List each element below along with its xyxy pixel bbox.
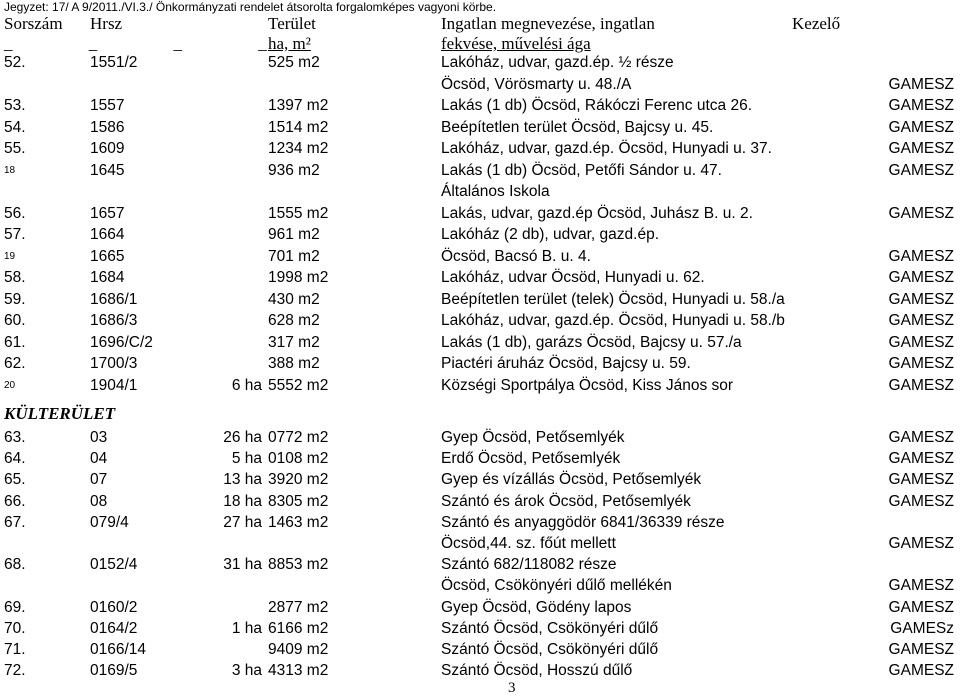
- row-number: 63.: [4, 429, 26, 446]
- section-title: KÜLTERÜLET: [4, 404, 116, 423]
- row-area: 2877 m2: [268, 598, 329, 616]
- col-sorszam: Sorszám: [4, 14, 63, 33]
- table-row: [0, 139, 960, 159]
- row-area: 1234 m2: [268, 140, 329, 157]
- row-hrsz: 1904/1: [90, 376, 138, 394]
- row-description: Lakóház, udvar Öcsöd, Hunyadi u. 62.: [441, 269, 705, 286]
- row-area: 388 m2: [268, 355, 320, 372]
- row-number: 56.: [4, 204, 26, 222]
- row-number: 64.: [4, 450, 26, 468]
- row-hectare: 1 ha: [231, 619, 262, 637]
- table-row: [0, 118, 960, 138]
- row-description: Piactéri áruház Öcsöd, Bajcsy u. 59.: [441, 355, 691, 372]
- row-area: 1397 m2: [268, 97, 329, 114]
- row-hrsz: 03: [90, 429, 108, 446]
- row-kezelo: GAMESZ: [888, 312, 954, 329]
- row-hrsz: 1686/3: [90, 312, 138, 329]
- row-hrsz: 08: [90, 492, 108, 510]
- row-area: 8305 m2: [268, 492, 329, 510]
- row-description: Gyep Öcsöd, Gödény lapos: [441, 598, 632, 616]
- row-kezelo: GAMESZ: [888, 333, 954, 351]
- row-hectare: 27 ha: [223, 513, 262, 531]
- table-row: [0, 470, 960, 490]
- page-number: 3: [508, 680, 516, 696]
- row-kezelo: GAMESZ: [888, 204, 954, 222]
- row-number: 60.: [4, 312, 26, 329]
- row-kezelo: GAMESZ: [888, 471, 954, 489]
- table-row: [0, 75, 960, 95]
- row-area: 1555 m2: [268, 204, 329, 222]
- table-row: [0, 182, 960, 202]
- row-hrsz: 0152/4: [90, 556, 138, 574]
- col-kezelo: Kezelő: [792, 14, 841, 33]
- row-description: Öcsöd, Csökönyéri dűlő mellékén: [441, 577, 672, 595]
- row-kezelo: GAMESZ: [888, 355, 954, 372]
- row-hrsz: 0166/14: [90, 641, 147, 658]
- row-area: 8853 m2: [268, 556, 329, 574]
- row-description: Szántó Öcsöd, Hosszú dűlő: [441, 662, 633, 680]
- table-row: [0, 247, 960, 267]
- row-number: 57.: [4, 226, 26, 243]
- row-description: Erdő Öcsöd, Petősemlyék: [441, 450, 621, 468]
- row-kezelo: GAMESZ: [888, 641, 954, 658]
- row-hrsz: 079/4: [90, 513, 129, 531]
- row-kezelo: GAMESZ: [888, 269, 954, 286]
- row-description: Beépítetlen terület Öcsöd, Bajcsy u. 45.: [441, 118, 714, 136]
- row-hectare: 3 ha: [231, 662, 262, 680]
- row-number: 66.: [4, 492, 26, 510]
- table-row: [0, 598, 960, 618]
- row-hectare: 13 ha: [223, 471, 262, 489]
- row-kezelo: GAMESz: [890, 619, 954, 637]
- table-row: [0, 268, 960, 288]
- row-number: 67.: [4, 513, 26, 531]
- table-row: [0, 333, 960, 353]
- row-kezelo: GAMESZ: [888, 140, 954, 157]
- row-kezelo: GAMESZ: [888, 535, 954, 552]
- col-terulet-unit: ha, m²: [268, 34, 311, 53]
- table-row: [0, 354, 960, 374]
- row-description: Lakóház (2 db), udvar, gazd.ép.: [441, 226, 660, 243]
- row-description: Szántó Öcsöd, Csökönyéri dűlő: [441, 641, 659, 658]
- footnote-marker: 18: [4, 164, 16, 176]
- row-area: 6166 m2: [268, 619, 329, 637]
- col-ingatlan-2: fekvése, művelési ága: [441, 34, 591, 53]
- row-hrsz: 1609: [90, 140, 125, 157]
- footnote-marker: 20: [4, 379, 16, 391]
- table-row: [0, 492, 960, 512]
- row-number: 69.: [4, 598, 26, 616]
- footnote-marker: 19: [4, 250, 16, 262]
- row-hrsz: 1551/2: [90, 54, 138, 71]
- row-hrsz: 1700/3: [90, 355, 138, 372]
- row-hrsz: 1664: [90, 226, 125, 243]
- row-hectare: 31 ha: [223, 556, 262, 574]
- row-kezelo: GAMESZ: [888, 577, 954, 595]
- row-hectare: 18 ha: [223, 492, 262, 510]
- table-row: [0, 290, 960, 310]
- row-hectare: 5 ha: [231, 450, 262, 468]
- table-row: [0, 96, 960, 116]
- row-kezelo: GAMESZ: [888, 161, 954, 179]
- row-hrsz: 0169/5: [90, 662, 138, 680]
- table-row: [0, 534, 960, 554]
- row-area: 5552 m2: [268, 376, 329, 394]
- row-area: 525 m2: [268, 54, 320, 71]
- row-description: Szántó 682/118082 része: [441, 556, 617, 574]
- row-kezelo: GAMESZ: [888, 290, 954, 308]
- row-description: Öcsöd, Vörösmarty u. 48./A: [441, 75, 632, 93]
- row-hrsz: 1684: [90, 269, 125, 286]
- row-description: Általános Iskola: [441, 183, 550, 200]
- row-area: 0108 m2: [268, 450, 329, 468]
- row-area: 1514 m2: [268, 118, 329, 136]
- row-hrsz: 0160/2: [90, 598, 138, 616]
- header-note: Jegyzet: 17/ A 9/2011./VI.3./ Önkormányzati rendelet átsorolta forgalomképes vagyoni körbe.: [4, 0, 497, 14]
- row-description: Lakóház, udvar, gazd.ép. Öcsöd, Hunyadi u. 58./b: [441, 312, 785, 329]
- table-row: [0, 161, 960, 181]
- row-description: Öcsöd,44. sz. főút mellett: [441, 535, 616, 552]
- row-description: Gyep Öcsöd, Petősemlyék: [441, 429, 625, 446]
- row-description: Szántó és árok Öcsöd, Petősemlyék: [441, 492, 691, 510]
- row-number: 70.: [4, 619, 26, 637]
- row-number: 62.: [4, 355, 26, 372]
- row-hrsz: 1586: [90, 118, 125, 136]
- row-description: Lakóház, udvar, gazd.ép. ½ része: [441, 54, 674, 71]
- row-hectare: 6 ha: [231, 376, 262, 394]
- row-number: 65.: [4, 471, 26, 489]
- col-ingatlan: Ingatlan megnevezése, ingatlan: [441, 14, 655, 33]
- row-hrsz: 04: [90, 450, 108, 468]
- table-row: [0, 204, 960, 224]
- table-row: [0, 661, 960, 681]
- table-row: [0, 53, 960, 73]
- row-area: 936 m2: [268, 161, 320, 179]
- table-row: [0, 311, 960, 331]
- row-area: 3920 m2: [268, 471, 329, 489]
- row-number: 71.: [4, 641, 26, 658]
- table-row: [0, 576, 960, 596]
- row-area: 0772 m2: [268, 429, 329, 446]
- table-row: [0, 513, 960, 533]
- row-description: Lakóház, udvar, gazd.ép. Öcsöd, Hunyadi u. 37.: [441, 140, 772, 157]
- row-kezelo: GAMESZ: [888, 429, 954, 446]
- row-number: 68.: [4, 556, 26, 574]
- row-area: 317 m2: [268, 333, 320, 351]
- row-description: Szántó és anyaggödör 6841/36339 része: [441, 513, 725, 531]
- row-kezelo: GAMESZ: [888, 376, 954, 394]
- row-hrsz: 0164/2: [90, 619, 138, 637]
- row-hrsz: 1557: [90, 97, 125, 114]
- row-description: Szántó Öcsöd, Csökönyéri dűlő: [441, 619, 659, 637]
- row-area: 4313 m2: [268, 662, 329, 680]
- row-number: 55.: [4, 140, 26, 157]
- row-area: 430 m2: [268, 290, 320, 308]
- row-description: Lakás (1 db) Öcsöd, Rákóczi Ferenc utca 26.: [441, 97, 753, 114]
- row-description: Lakás (1 db) Öcsöd, Petőfi Sándor u. 47.: [441, 161, 722, 179]
- row-number: 72.: [4, 662, 26, 680]
- row-hectare: 26 ha: [223, 429, 262, 446]
- row-number: 58.: [4, 269, 26, 286]
- row-description: Öcsöd, Bacsó B. u. 4.: [441, 247, 591, 265]
- row-hrsz: 1657: [90, 204, 125, 222]
- table-row: [0, 449, 960, 469]
- row-description: Lakás (1 db), garázs Öcsöd, Bajcsy u. 57./a: [441, 333, 742, 351]
- row-hrsz: 1645: [90, 161, 125, 179]
- table-row: [0, 225, 960, 245]
- row-kezelo: GAMESZ: [888, 492, 954, 510]
- row-kezelo: GAMESZ: [888, 97, 954, 114]
- header-underscores: _ _ _ _: [4, 34, 267, 53]
- table-row: [0, 376, 960, 396]
- row-hrsz: 1686/1: [90, 290, 138, 308]
- table-row: [0, 428, 960, 448]
- row-hrsz: 1696/C/2: [90, 333, 153, 351]
- row-kezelo: GAMESZ: [888, 247, 954, 265]
- col-terulet: Terület: [268, 14, 316, 33]
- row-area: 701 m2: [268, 247, 320, 265]
- row-number: 54.: [4, 118, 26, 136]
- row-number: 61.: [4, 333, 26, 351]
- row-hrsz: 07: [90, 471, 108, 489]
- row-description: Gyep és vízállás Öcsöd, Petősemlyék: [441, 471, 702, 489]
- row-kezelo: GAMESZ: [888, 75, 954, 93]
- row-number: 59.: [4, 290, 26, 308]
- table-row: [0, 640, 960, 660]
- row-number: 52.: [4, 54, 26, 71]
- table-row: [0, 619, 960, 639]
- row-kezelo: GAMESZ: [888, 118, 954, 136]
- row-description: Beépítetlen terület (telek) Öcsöd, Hunyadi u. 58./a: [441, 290, 785, 308]
- row-kezelo: GAMESZ: [888, 450, 954, 468]
- row-hrsz: 1665: [90, 247, 125, 265]
- row-area: 9409 m2: [268, 641, 329, 658]
- row-area: 628 m2: [268, 312, 320, 329]
- row-kezelo: GAMESZ: [888, 598, 954, 616]
- row-area: 1463 m2: [268, 513, 329, 531]
- table-row: [0, 555, 960, 575]
- row-number: 53.: [4, 97, 26, 114]
- row-description: Községi Sportpálya Öcsöd, Kiss János sor: [441, 376, 734, 394]
- row-area: 1998 m2: [268, 269, 329, 286]
- row-kezelo: GAMESZ: [888, 662, 954, 680]
- row-description: Lakás, udvar, gazd.ép Öcsöd, Juhász B. u. 2.: [441, 204, 753, 222]
- col-hrsz: Hrsz: [90, 14, 123, 33]
- row-area: 961 m2: [268, 226, 320, 243]
